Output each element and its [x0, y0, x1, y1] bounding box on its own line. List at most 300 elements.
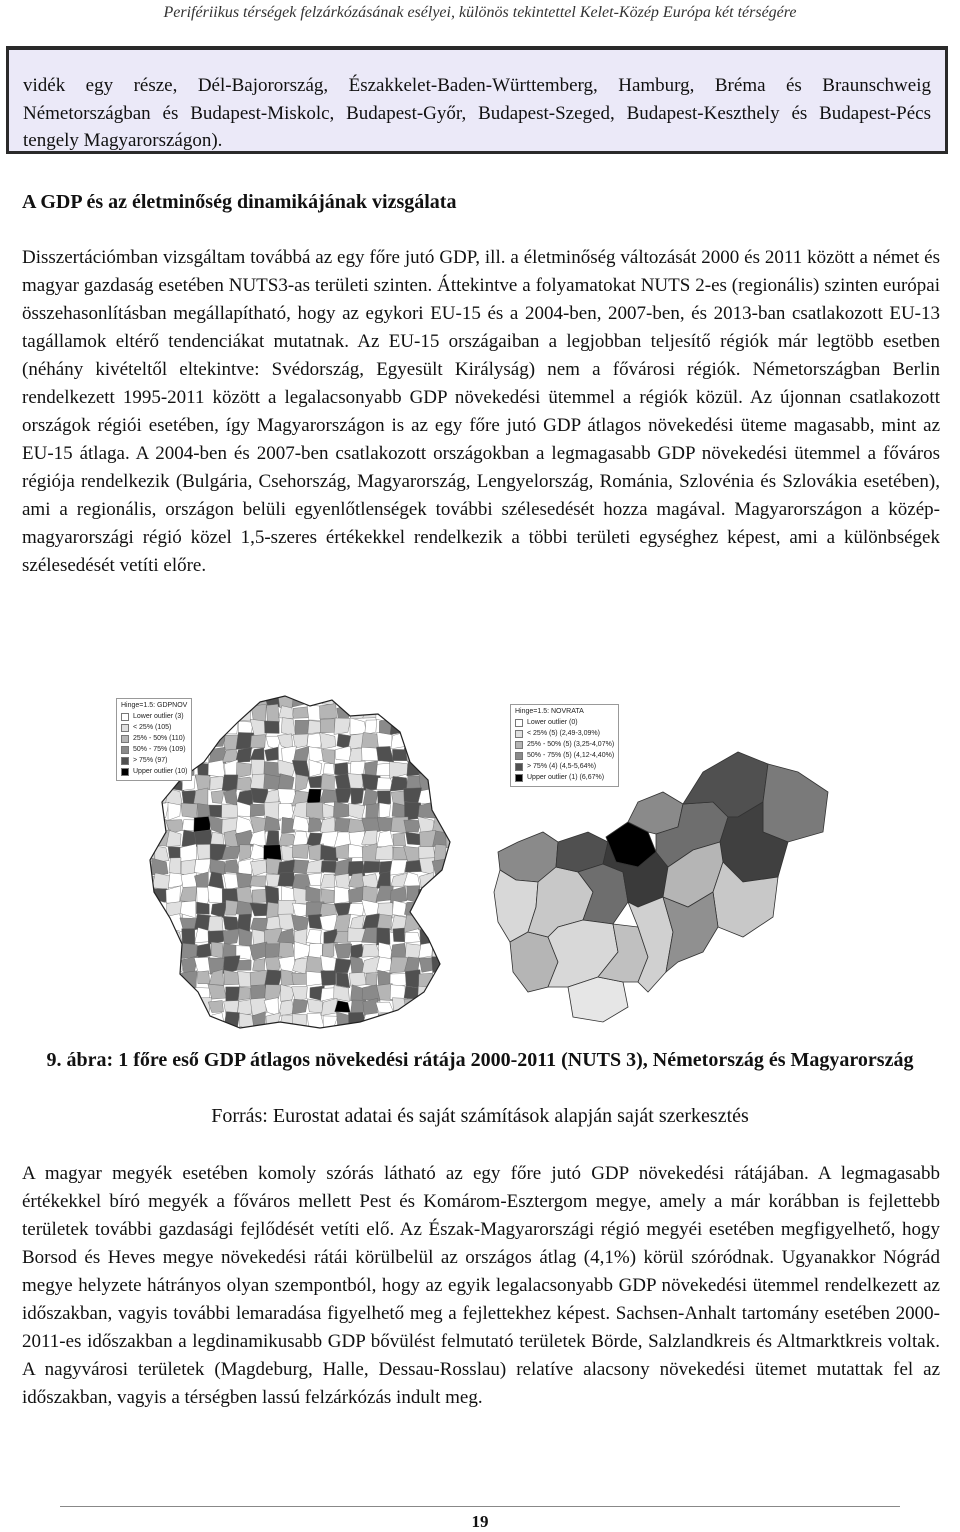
region-cell: [293, 734, 308, 748]
region-cell: [306, 929, 321, 944]
region-cell: [139, 914, 155, 932]
region-cell: [434, 692, 449, 707]
legend-item: [515, 761, 614, 772]
region-cell: [363, 1027, 378, 1032]
region-cell: [194, 746, 209, 764]
region-cell: [432, 859, 450, 875]
region-cell: [420, 733, 436, 749]
legend-item: [515, 739, 614, 750]
paragraph-2-text: A magyar megyék esetében komoly szórás látható az egy főre jutó GDP növekedési rátájában. A legmagasabb értékekkel bíró megyék a főváros mellett Pest és Komárom-Esztergom megye, amely a már korábban is fejlettebb területek további gazdasági fejlődését vetíti elő. Az Észak-Magyarországi régió megyéi esetében megfigyelhető, hogy Borsod és Heves megye növekedési rátái körülbelül az országos átlag (4,1%) körül szóródnak. Ugyanakkor Nógrád megye helyzete hátrányos olyan szempontból, hogy az egyik legalacsonyabb GDP növekedési ütemmel rendelkezett az időszakban, vagyis további lemaradása figyelhető meg a fejlettekhez képest. Sachsen-Anhalt tartomány esetében 2000-2011-es időszakban a legdinamikusabb GDP bővülést felmutató területek Börde, Salzlandkreis és Altmarktkreis voltak. A nagyvárosi területek (Magdeburg, Halle, Dessau-Rosslau) relatíve alacsony növekedési ütemet mutattak fel az időszakban, vagyis a térségben lassú felzárkózás indult meg.: [22, 1163, 940, 1408]
region-cell: [265, 747, 279, 761]
region-cell: [393, 928, 405, 942]
region-cell: [250, 876, 266, 887]
legend-swatch: [515, 763, 523, 771]
region-cell: [320, 817, 335, 834]
hungary-legend: [510, 704, 619, 787]
region-cell: [322, 692, 334, 705]
region-cell: [335, 944, 352, 959]
region-cell: [406, 692, 422, 707]
region-cell: [223, 1012, 239, 1031]
region-cell: [419, 973, 435, 987]
region-cell: [155, 1026, 170, 1032]
region-cell: [446, 775, 463, 791]
legend-label: > 75% (97): [133, 757, 168, 764]
legend-item: [121, 733, 187, 744]
legend-swatch: [515, 774, 523, 782]
region-cell: [208, 1026, 226, 1032]
region-cell: [336, 973, 349, 988]
footer-divider: [60, 1506, 900, 1507]
legend-item: [121, 744, 187, 755]
region-cell: [152, 1012, 170, 1029]
legend-item: [515, 772, 614, 783]
region-cell: [194, 719, 212, 731]
region-cell: [321, 889, 334, 903]
legend-item: [515, 717, 614, 728]
legend-item: [121, 755, 187, 766]
region-cell: [210, 776, 224, 790]
legend-swatch: [515, 730, 523, 738]
region-cell: [433, 886, 449, 903]
region-cell: [390, 1012, 408, 1030]
region-cell: [153, 985, 170, 1001]
region-cell: [224, 860, 240, 874]
legend-label: < 25% (5) (2,49-3,09%): [527, 730, 600, 737]
germany-legend: [116, 698, 192, 781]
region-cell: [153, 914, 169, 928]
region-cell: [351, 788, 364, 805]
region-cell: [250, 860, 266, 876]
region-cell: [266, 831, 279, 847]
figure-caption: 9. ábra: 1 főre eső GDP átlagos növekedési rátája 2000-2011 (NUTS 3), Németország és Magyarország: [46, 1049, 914, 1071]
region-cell: [376, 928, 390, 945]
region-cell: [419, 901, 435, 918]
legend-swatch: [121, 768, 129, 776]
region-cell: [408, 719, 419, 735]
legend-item: [121, 766, 187, 777]
region-cell: [250, 1030, 265, 1032]
region-cell: [138, 804, 156, 817]
region-cell: [251, 704, 266, 722]
region-cell: [238, 858, 253, 875]
region-cell: [366, 974, 377, 987]
legend-item: [515, 750, 614, 761]
region-cell: [281, 817, 294, 833]
region-cell: [362, 861, 380, 873]
paragraph-1: [22, 244, 940, 580]
region-cell: [448, 763, 461, 776]
region-cell: [320, 733, 336, 750]
region-cell: [390, 692, 408, 708]
region-cell: [281, 718, 295, 737]
region-cell: [266, 1013, 281, 1028]
region-cell: [418, 998, 435, 1014]
legend-item: [121, 722, 187, 733]
region-cell: [323, 804, 334, 818]
region-cell: [350, 705, 364, 719]
region-cell: [222, 1027, 237, 1032]
region-cell: [446, 944, 461, 958]
region-cell: [420, 692, 437, 707]
region-cell: [180, 887, 197, 903]
region-cell: [446, 860, 462, 875]
region-cell: [390, 762, 408, 779]
legend-swatch: [515, 719, 523, 727]
region-cell: [237, 692, 254, 707]
region-cell: [362, 944, 381, 957]
region-cell: [250, 970, 267, 986]
region-cell: [446, 1012, 463, 1030]
region-cell: [446, 928, 462, 944]
region-cell: [196, 943, 211, 959]
region-cell: [153, 971, 168, 985]
legend-swatch: [121, 724, 129, 732]
region-cell: [139, 1000, 157, 1014]
region-cell: [238, 987, 250, 1000]
region-cell: [419, 706, 436, 720]
region-cell: [139, 1027, 156, 1032]
legend-swatch: [121, 746, 129, 754]
region-cell: [139, 929, 155, 943]
region-cell: [432, 817, 447, 832]
region-cell: [321, 774, 335, 790]
region-cell: [139, 833, 156, 847]
region-cell: [448, 746, 463, 764]
region-cell: [197, 844, 212, 859]
region-cell: [250, 735, 265, 748]
region-cell: [379, 803, 390, 818]
legend-label: > 75% (4) (4,5-5,64%): [527, 763, 597, 770]
region-cell: [211, 902, 226, 918]
legend-label: 50% - 75% (5) (4,12-4,40%): [527, 752, 615, 759]
region-cell: [194, 859, 211, 874]
region-cell: [350, 761, 365, 775]
region-cell: [390, 704, 405, 719]
region-cell: [166, 1012, 182, 1029]
legend-label: Upper outlier (1) (6,67%): [527, 774, 605, 781]
region-cell: [152, 802, 169, 818]
region-cell: [433, 986, 451, 1002]
region-cell: [141, 817, 153, 834]
legend-label: Lower outlier (3): [133, 713, 184, 720]
region-cell: [194, 830, 212, 846]
region-cell: [420, 718, 436, 735]
region-cell: [240, 845, 251, 861]
region-cell: [181, 803, 198, 818]
region-cell: [365, 803, 378, 820]
region-cell: [208, 760, 225, 778]
region-cell: [350, 718, 366, 735]
legend-label: 25% - 50% (5) (3,25-4,07%): [527, 741, 615, 748]
region-cell: [155, 944, 168, 960]
region-cell: [376, 845, 393, 860]
region-cell: [446, 1027, 463, 1032]
county-baranya: [568, 977, 628, 1022]
region-cell: [253, 959, 265, 972]
region-cell: [197, 971, 210, 984]
running-header: Perifériikus térségek felzárkózásának esélyei, különös tekintettel Kelet-Közép Európa két térségére: [163, 4, 797, 21]
paragraph-1-text: Disszertációmban vizsgáltam továbbá az egy főre jutó GDP, ill. a életminőség változását 2000 és 2011 között a német és magyar gazdaság esetében NUTS3-as területi szinten. Áttekintve a folyamatokat NUTS 2-es (regionális) szinten európai összehasonlításban megállapítható, hogy az egykori EU-15 és a 2004-ben, 2007-ben, és 2013-ban csatlakozott EU-13 tagállamok eltérő tendenciákat mutatnak. Az EU-15 országaiban a legjobban teljesítő régiók már legtöbb esetben (néhány kivételtől eltekintve: Svédország, Egyesült Királyság) nem a fővárosi régiók. Németországban Berlin rendelkezett 1995-2011 között a legalacsonyabb GDP növekedési ütemmel a régiók közül. Az újonnan csatlakozott országok régiói esetében, így Magyarországon is az egy főre jutó GDP átlagos növekedési üteme magasabb, mint az EU-15 átlaga. A 2004-ben és 2007-ben csatlakozott országokban a legmagasabb GDP növekedési ütemmel a főváros régiója rendelkezik (Bulgária, Csehország, Magyarország, Lengyelország, Románia, Szlovénia és Szlovákia esetében), ami a regionális, országon belüli egyenlőtlenségek további szélesedését hozza magával. Magyarországon a közép-magyarországi régió közel 1,5-szeres értékekkel rendelkezik a többi területi egységhez képest, ami a különbségek szélesedését vetíti előre.: [22, 247, 940, 576]
region-cell: [365, 720, 377, 735]
region-cell: [447, 972, 465, 984]
region-cell: [250, 903, 268, 916]
boxed-paragraph: vidék egy része, Dél-Bajorország, Északkelet-Baden-Württemberg, Hamburg, Bréma és Braunschweig Németországban és Budapest-Miskolc, Budapest-Győr, Budapest-Szeged, Budapest-Keszthely és Budapest-Pécs tengely Magyarországon).: [23, 75, 931, 151]
region-cell: [211, 692, 224, 707]
region-cell: [447, 704, 462, 720]
region-cell: [419, 1027, 433, 1032]
region-cell: [181, 943, 197, 958]
region-cell: [393, 833, 406, 846]
region-cell: [194, 705, 209, 721]
region-cell: [292, 999, 308, 1014]
region-cell: [292, 844, 308, 858]
region-cell: [252, 889, 267, 903]
region-cell: [168, 803, 181, 821]
region-cell: [194, 692, 209, 708]
page-number: 19: [471, 1512, 489, 1531]
region-cell: [432, 732, 447, 750]
region-cell: [376, 763, 392, 776]
region-cell: [435, 1028, 448, 1032]
region-cell: [432, 774, 449, 792]
region-cell: [320, 719, 335, 733]
region-cell: [435, 789, 448, 803]
region-cell: [306, 971, 322, 985]
region-cell: [377, 692, 392, 706]
region-cell: [446, 719, 462, 734]
region-cell: [405, 860, 422, 872]
region-cell: [408, 1013, 420, 1029]
region-cell: [432, 931, 445, 945]
region-cell: [447, 789, 462, 806]
legend-swatch: [121, 713, 129, 721]
region-cell: [446, 887, 461, 903]
region-cell: [222, 718, 239, 734]
region-cell: [195, 1028, 211, 1032]
figure-maps: [110, 692, 850, 1032]
region-cell: [348, 904, 364, 916]
region-cell: [308, 776, 322, 788]
region-cell: [432, 718, 450, 735]
region-cell: [404, 734, 422, 750]
region-cell: [320, 1028, 338, 1032]
region-cell: [208, 1000, 223, 1012]
region-cell: [306, 956, 323, 973]
region-cell: [404, 820, 421, 832]
region-cell: [447, 876, 464, 891]
legend-label: 25% - 50% (110): [133, 735, 186, 742]
region-cell: [194, 788, 208, 806]
region-cell: [236, 747, 252, 762]
region-cell: [418, 1014, 435, 1030]
region-cell: [223, 929, 240, 945]
region-cell: [407, 1027, 422, 1032]
region-cell: [335, 788, 352, 802]
germany-choropleth-map: [110, 692, 470, 1032]
region-cell: [306, 694, 321, 704]
legend-title: Hinge=1.5: NOVRATA: [515, 708, 584, 715]
region-cell: [320, 874, 335, 888]
legend-swatch: [121, 757, 129, 765]
region-cell: [278, 692, 295, 708]
region-cell: [435, 707, 446, 720]
region-cell: [155, 931, 168, 946]
region-cell: [250, 942, 268, 960]
legend-label: < 25% (105): [133, 724, 172, 731]
highlighted-text-box: [6, 46, 948, 154]
legend-item: [515, 728, 614, 739]
region-cell: [167, 1026, 182, 1032]
region-cell: [447, 998, 462, 1016]
region-cell: [446, 987, 460, 999]
legend-title: Hinge=1.5: GDPNOV: [121, 702, 188, 709]
region-cell: [320, 790, 338, 804]
hungary-counties: [494, 752, 828, 1022]
region-cell: [432, 999, 451, 1012]
region-cell: [293, 831, 308, 846]
region-cell: [226, 987, 241, 1002]
region-cell: [348, 1012, 366, 1027]
region-cell: [393, 1026, 409, 1032]
paragraph-2: [22, 1160, 940, 1412]
legend-label: 50% - 75% (109): [133, 746, 186, 753]
region-cell: [335, 692, 352, 704]
region-cell: [138, 943, 156, 959]
region-cell: [295, 774, 309, 791]
region-cell: [182, 1026, 195, 1032]
region-cell: [321, 998, 337, 1015]
region-cell: [293, 707, 309, 719]
region-cell: [267, 704, 280, 722]
region-cell: [321, 971, 336, 986]
region-cell: [224, 789, 238, 805]
region-cell: [295, 1027, 308, 1032]
region-cell: [377, 914, 392, 930]
region-cell: [432, 900, 448, 917]
region-cell: [432, 761, 447, 776]
region-cell: [180, 1014, 195, 1029]
region-cell: [180, 844, 196, 862]
region-cell: [308, 914, 321, 929]
county-szabolcs: [763, 764, 828, 842]
region-cell: [222, 804, 240, 818]
legend-swatch: [515, 741, 523, 749]
region-cell: [323, 764, 334, 775]
region-cell: [432, 1013, 447, 1029]
region-cell: [281, 1028, 296, 1032]
region-cell: [264, 721, 279, 734]
region-cell: [446, 818, 463, 831]
region-cell: [306, 886, 321, 903]
legend-label: Lower outlier (0): [527, 719, 578, 726]
region-cell: [433, 915, 450, 931]
region-cell: [236, 873, 251, 888]
region-cell: [446, 958, 461, 974]
region-cell: [449, 845, 464, 859]
region-cell: [138, 970, 157, 986]
region-cell: [435, 746, 448, 763]
region-cell: [236, 762, 251, 777]
region-cell: [265, 886, 279, 904]
region-cell: [222, 705, 240, 722]
region-cell: [167, 999, 185, 1016]
region-cell: [278, 804, 294, 819]
legend-swatch: [121, 735, 129, 743]
region-cell: [152, 873, 170, 890]
region-cell: [446, 901, 463, 917]
region-cell: [419, 858, 434, 875]
region-cell: [321, 749, 334, 764]
region-cell: [392, 900, 406, 916]
region-cell: [278, 872, 296, 886]
region-cell: [169, 858, 181, 875]
region-cell: [334, 718, 351, 734]
region-cell: [138, 958, 155, 973]
region-cell: [211, 942, 223, 958]
region-cell: [308, 873, 322, 886]
region-cell: [169, 984, 184, 1003]
region-cell: [155, 1002, 170, 1017]
region-cell: [208, 708, 226, 719]
region-cell: [295, 720, 310, 735]
region-cell: [378, 1029, 391, 1032]
region-cell: [224, 692, 239, 707]
region-cell: [211, 790, 224, 803]
region-cell: [418, 746, 436, 761]
region-cell: [348, 692, 365, 706]
hungary-choropleth-map: [488, 692, 850, 1032]
region-cell: [265, 1026, 279, 1032]
region-cell: [182, 971, 197, 989]
region-cell: [166, 973, 182, 988]
region-cell: [449, 692, 461, 706]
region-cell: [141, 903, 155, 917]
region-cell: [362, 692, 377, 708]
region-cell: [306, 802, 324, 819]
region-cell: [363, 788, 378, 805]
region-cell: [139, 790, 156, 806]
region-cell: [390, 721, 408, 735]
legend-label: Upper outlier (10): [133, 768, 188, 775]
region-cell: [208, 916, 223, 931]
region-cell: [349, 972, 366, 986]
region-cell: [446, 914, 464, 931]
region-cell: [334, 1026, 350, 1032]
region-cell: [195, 1012, 209, 1028]
region-cell: [334, 959, 352, 974]
region-cell: [138, 984, 153, 999]
region-cell: [197, 735, 212, 747]
region-cell: [349, 1026, 364, 1032]
region-cell: [321, 861, 336, 873]
legend-item: [121, 711, 187, 722]
region-cell: [448, 736, 464, 751]
region-cell: [181, 1001, 196, 1014]
region-cell: [349, 803, 365, 819]
region-cell: [208, 984, 226, 999]
section-heading: A GDP és az életminőség dinamikájának vizsgálata: [22, 191, 457, 213]
region-cell: [406, 706, 422, 721]
region-cell: [264, 845, 282, 861]
region-cell: [405, 932, 421, 942]
region-cell: [390, 860, 408, 875]
region-cell: [307, 999, 322, 1013]
region-cell: [449, 803, 463, 818]
region-cell: [320, 704, 337, 720]
region-cell: [152, 957, 170, 974]
region-cell: [196, 902, 209, 914]
figure-source: Forrás: Eurostat adatai és saját számítások alapján saját szerkesztés: [211, 1105, 749, 1127]
